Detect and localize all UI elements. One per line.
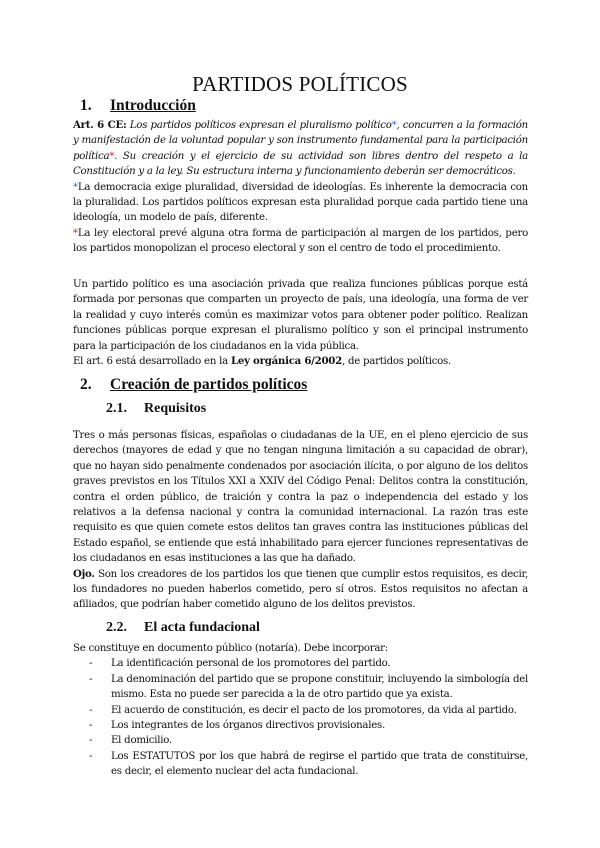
subsection-2-1-body xyxy=(73,428,528,613)
law-reference-bold: Ley orgánica 6/2002 xyxy=(230,355,342,368)
note-red-asterisk: * xyxy=(73,227,78,239)
subsection-2-1-heading xyxy=(106,401,206,417)
list-item: - Los integrantes de los órganos directivos provisionales. xyxy=(73,718,528,733)
note-electoral-law-text: La ley electoral prevé alguna otra forma de participación al margen de los partidos, pero los partidos monopolizan el proceso electoral y son el centro de todo el procedimiento. xyxy=(73,227,528,255)
acta-intro: Se constituye en documento público (notaría). Debe incorporar: xyxy=(73,643,388,654)
list-item: - La denominación del partido que se propone constituir, incluyendo la simbología del mismo. Esta no puede ser parecida a la de otro partido que ya exista. xyxy=(73,672,528,703)
article-text-1: Los partidos políticos expresan el pluralismo político xyxy=(129,120,392,131)
note-electoral-law xyxy=(73,226,528,257)
list-item: - La identificación personal de los promotores del partido. xyxy=(73,656,528,671)
subsection-2-2-body xyxy=(73,641,528,780)
subsection-2-2-heading xyxy=(106,620,260,636)
law-reference-post: , de partidos políticos. xyxy=(341,356,452,368)
section-2-number: 2. xyxy=(80,376,92,393)
subsection-2-1-title: Requisitos xyxy=(144,401,207,416)
ojo-paragraph xyxy=(73,567,528,613)
subsection-2-2-number: 2.2. xyxy=(106,620,127,635)
law-reference-pre: El art. 6 está desarrollado en la xyxy=(73,356,231,368)
section-1-body xyxy=(73,118,528,257)
subsection-2-2-title: El acta fundacional xyxy=(144,620,260,635)
section-2-title: Creación de partidos políticos xyxy=(110,376,308,393)
note-pluralism xyxy=(73,180,528,226)
document-title: PARTIDOS POLÍTICOS xyxy=(192,72,408,96)
article-6-quote xyxy=(73,118,528,180)
section-2-heading xyxy=(80,376,307,394)
section-1-number: 1. xyxy=(80,97,92,114)
list-item: - El acuerdo de constitución, es decir el pacto de los promotores, da vida al partido. xyxy=(73,703,528,718)
section-1-definition xyxy=(73,277,528,369)
acta-requirements-list xyxy=(73,656,528,779)
article-text-3: . Su creación y el ejercicio de su actividad son libres dentro del respeto a la Constitución y a la ley. Su estructura interna y funcionamiento deberán ser democráticos. xyxy=(73,150,528,178)
section-1-heading xyxy=(80,97,196,115)
law-reference-paragraph xyxy=(73,354,528,369)
blue-asterisk: * xyxy=(391,120,397,131)
section-1-title: Introducción xyxy=(110,97,196,114)
subsection-2-1-number: 2.1. xyxy=(106,401,127,416)
article-label: Art. 6 CE: xyxy=(73,119,127,131)
list-item: - Los ESTATUTOS por los que habrá de regirse el partido que trata de constituirse, es decir, el elemento nuclear del acta fundacional. xyxy=(73,749,528,780)
article-text-2: , concurren a la formación y manifestación de la voluntad popular y son instrumento fundamental para la participación política xyxy=(73,120,528,162)
note-blue-asterisk: * xyxy=(73,181,78,193)
note-pluralism-text: La democracia exige pluralidad, diversidad de ideologías. Es inherente la democracia con la pluralidad. Los partidos políticos expresan esta pluralidad porque cada partido tiene una ideología, un modelo de país, diferente. xyxy=(73,181,528,224)
definition-paragraph: Un partido político es una asociación privada que realiza funciones públicas porque está formada por personas que comparten un proyecto de país, una ideología, una forma de ver la realidad y cuyo interés común es maximizar votos para obtener poder político. Realizan funciones públicas porque expresan el pluralismo político y son el principal instrumento para la participación de los ciudadanos en la vida pública. xyxy=(73,279,528,352)
requirements-paragraph: Tres o más personas físicas, españolas o ciudadanas de la UE, en el pleno ejercicio de sus derechos (mayores de edad y que no tengan ninguna limitación a su capacidad de obrar), que no hayan sido penalmente condenados por asociación ilícita, o por alguno de los delitos graves previstos en los Títulos XXI a XXIV del Código Penal: Delitos contra la constitución, contra el orden público, de traición y contra la paz o independencia del estado y los relativos a la defensa nacional y contra la comunidad internacional. La razón tras este requisito es que quien comete estos delitos tan graves contra las instituciones públicas del Estado español, se entiende que está inhabilitado para ejercer funciones representativas de los ciudadanos en esas instituciones a las que ha dañado. xyxy=(73,430,528,565)
ojo-label: Ojo. xyxy=(73,567,95,580)
ojo-text: Son los creadores de los partidos los que tienen que cumplir estos requisitos, es decir, los fundadores no pueden haberlos cometido, pero sí otros. Estos requisitos no afectan a afiliados, que podrían haber cometido alguno de los delitos previstos. xyxy=(73,568,528,611)
red-asterisk: * xyxy=(109,150,115,162)
list-item: - El domicilio. xyxy=(73,733,528,748)
